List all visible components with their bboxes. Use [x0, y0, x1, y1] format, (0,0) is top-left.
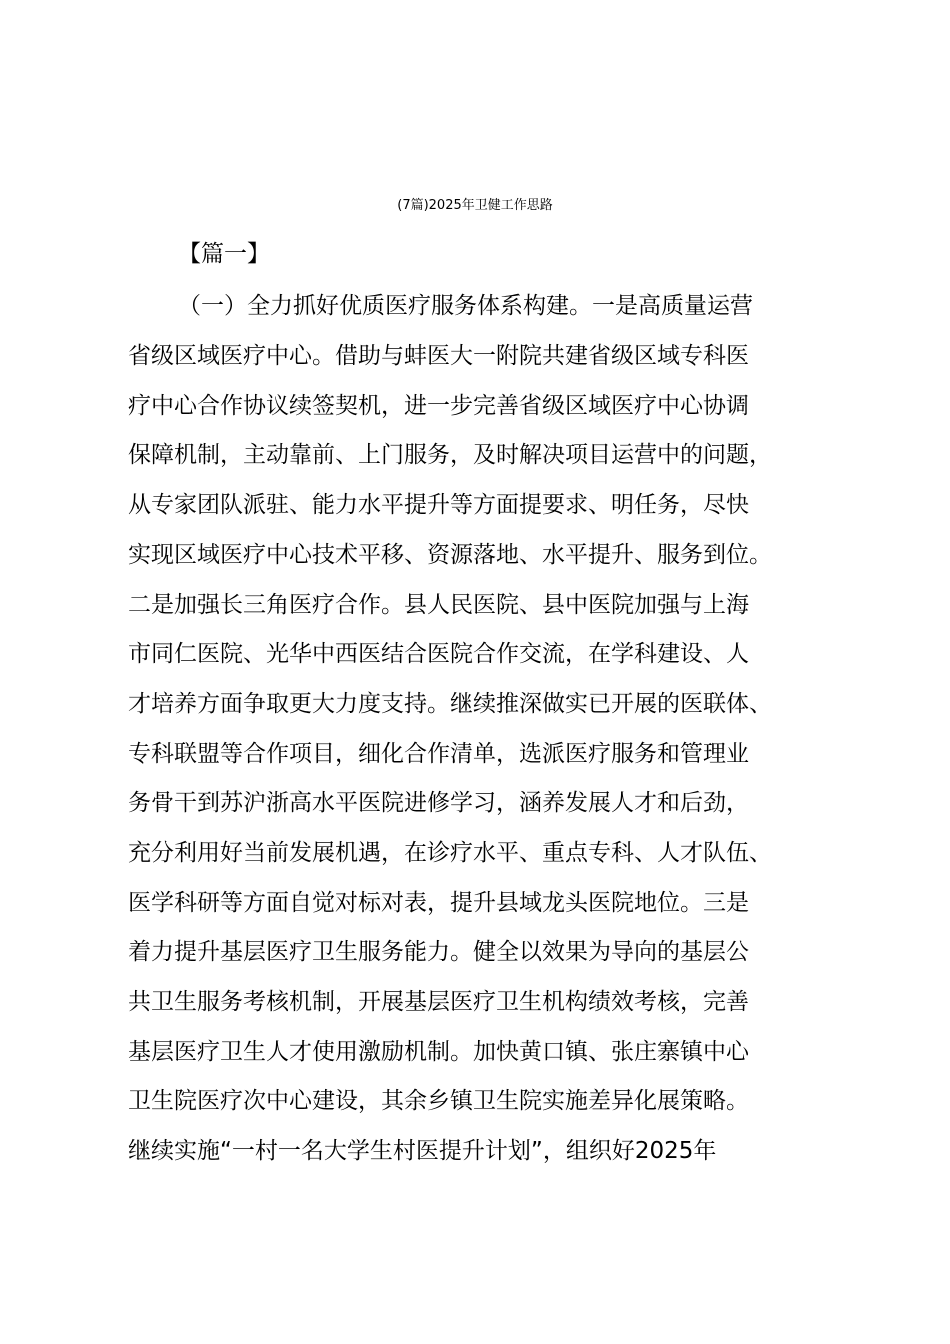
text-line: 务骨干到苏沪浙高水平医院进修学习，涵养发展人才和后劲， [128, 790, 749, 816]
document-title: (7篇)2025年卫健工作思路 [397, 198, 553, 213]
text-line: 省级区域医疗中心。借助与蚌医大一附院共建省级区域专科医 [128, 343, 749, 369]
text-line: 保障机制，主动靠前、上门服务，及时解决项目运营中的问题， [128, 442, 772, 468]
section-heading: 【篇一】 [178, 241, 270, 267]
text-line: 基层医疗卫生人才使用激励机制。加快黄口镇、张庄寨镇中心 [128, 1039, 749, 1065]
text-line: 二是加强长三角医疗合作。县人民医院、县中医院加强与上海 [128, 592, 749, 618]
text-line: 继续实施“一村一名大学生村医提升计划”，组织好2025年 [128, 1138, 717, 1164]
text-line: 卫生院医疗次中心建设，其余乡镇卫生院实施差异化展策略。 [128, 1088, 749, 1114]
text-line: 实现区域医疗中心技术平移、资源落地、水平提升、服务到位。 [128, 542, 772, 568]
text-line: 共卫生服务考核机制，开展基层医疗卫生机构绩效考核，完善 [128, 989, 749, 1015]
text-line: 才培养方面争取更大力度支持。继续推深做实已开展的医联体、 [128, 691, 772, 717]
text-line: 医学科研等方面自觉对标对表，提升县域龙头医院地位。三是 [128, 890, 749, 916]
text-line: 疗中心合作协议续签契机，进一步完善省级区域医疗中心协调 [128, 393, 749, 419]
text-line: 着力提升基层医疗卫生服务能力。健全以效果为导向的基层公 [128, 939, 749, 965]
text-line: （一）全力抓好优质医疗服务体系构建。一是高质量运营 [178, 293, 753, 319]
text-line: 市同仁医院、光华中西医结合医院合作交流，在学科建设、人 [128, 641, 749, 667]
text-line: 从专家团队派驻、能力水平提升等方面提要求、明任务，尽快 [128, 492, 749, 518]
text-line: 专科联盟等合作项目，细化合作清单，选派医疗服务和管理业 [128, 741, 749, 767]
text-line: 充分利用好当前发展机遇，在诊疗水平、重点专科、人才队伍、 [128, 840, 772, 866]
